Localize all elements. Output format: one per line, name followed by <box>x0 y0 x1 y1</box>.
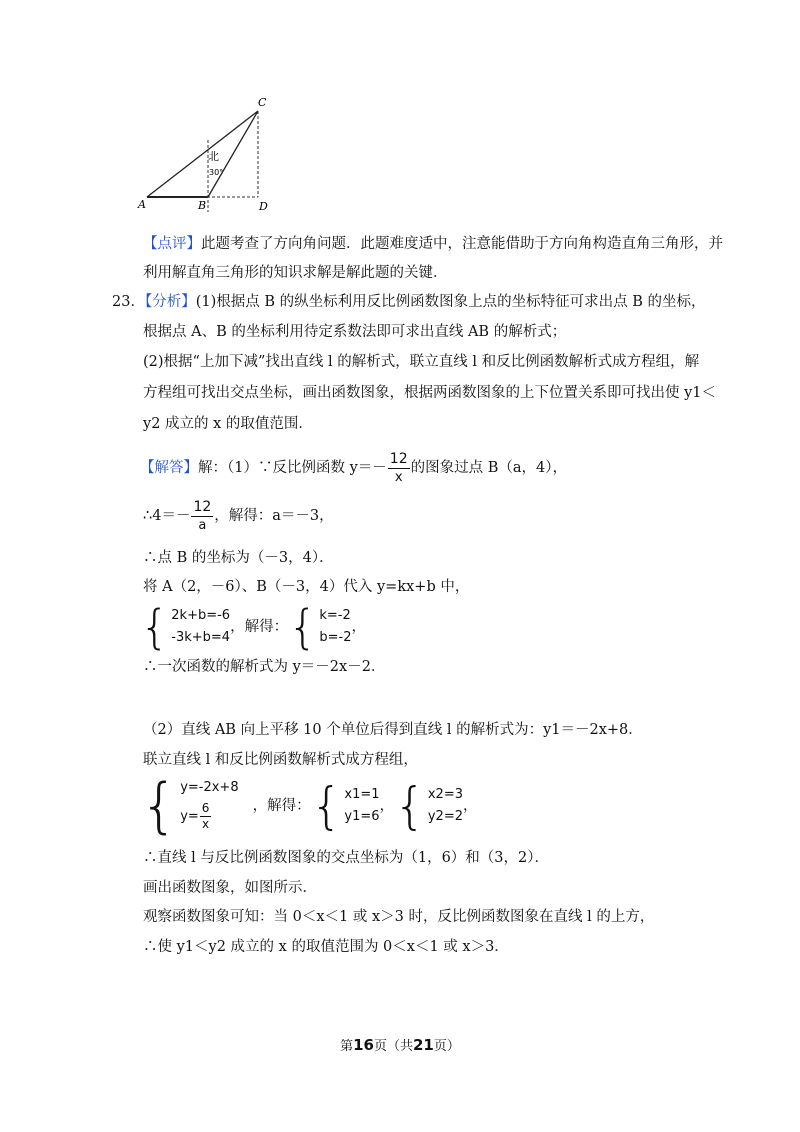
part2-line-5: 观察函数图象可知：当 0＜x＜1 或 x＞3 时，反比例函数图象在直线 l 的上方， <box>143 909 655 925</box>
label-B: B <box>198 199 207 212</box>
triangle-figure <box>130 90 290 220</box>
analysis-line-1: 23．【分析】(1)根据点 B 的纵坐标利用反比例函数图象上点的坐标特征可求出点 B 的坐标， <box>112 294 706 310</box>
left-brace-icon: { <box>288 600 318 654</box>
analysis-line-4: 方程组可找出交点坐标，画出函数图象，根据两函数图象的上下位置关系即可找出使 y1＜ <box>143 385 717 401</box>
question-number: 23． <box>112 294 145 310</box>
part2-line-2: 联立直线 l 和反比例函数解析式成方程组， <box>143 752 418 768</box>
left-brace-icon: { <box>140 771 179 841</box>
solution-line-1: 【解答】解：（1）∵反比例函数 y＝－ $\frac{12}{x}$ 的图象过点 B（a，4）， <box>140 450 567 485</box>
analysis-tag: 【分析】 <box>144 294 196 310</box>
part2-line-4: 画出函数图象，如图所示． <box>143 880 317 896</box>
comment-line-2: 利用解直角三角形的知识求解是解此题的关键． <box>143 265 448 281</box>
solution-line-2: ∴4＝－ $\frac{12}{a}$ ，解得：a＝－3， <box>143 498 334 533</box>
label-A: A <box>138 198 146 211</box>
label-C: C <box>258 96 267 109</box>
system-2-equations: { y=-2x+8 y= $\frac{6}{x}$ <box>140 771 239 841</box>
analysis-line-5: y2 成立的 x 的取值范围． <box>143 416 313 432</box>
page-total: 21 <box>413 1036 434 1054</box>
solution-line-4: 将 A（2，－6）、B（－3，4）代入 y=kx+b 中， <box>143 579 470 595</box>
part2-line-1: （2）直线 AB 向上平移 10 个单位后得到直线 l 的解析式为：y1＝－2x+8． <box>143 722 643 738</box>
solution-line-3: ∴点 B 的坐标为（－3，4）． <box>143 550 334 566</box>
page-number: 16 <box>353 1036 374 1054</box>
left-brace-icon: { <box>394 777 426 835</box>
comment-line-1: 【点评】此题考查了方向角问题．此题难度适中，注意能借助于方向角构造直角三角形，并 <box>143 236 723 252</box>
label-angle: 30° <box>209 168 224 177</box>
system-2-solution-b: { x2=3 y2=2 <box>394 777 463 835</box>
fraction-6-over-x: $\frac{6}{x}$ <box>201 801 210 831</box>
part2-line-6: ∴使 y1＜y2 成立的 x 的取值范围为 0＜x＜1 或 x＞3． <box>143 939 509 955</box>
part2-line-3: ∴直线 l 与反比例函数图象的交点坐标为（1，6）和（3，2）． <box>143 850 550 866</box>
page-footer: 第16页（共21页） <box>340 1036 460 1054</box>
analysis-line-3: (2)根据“上加下减”找出直线 l 的解析式，联立直线 l 和反比例函数解析式成方程组，解 <box>143 354 700 370</box>
system-2-solution-a: { x1=1 y1=6 <box>310 777 380 835</box>
fraction-12-over-x: $\frac{12}{x}$ <box>389 450 408 485</box>
left-brace-icon: { <box>310 777 343 835</box>
solution-line-5: ∴一次函数的解析式为 y＝－2x－2． <box>143 659 386 675</box>
left-brace-icon: { <box>140 600 170 654</box>
segment-AC <box>147 111 258 197</box>
equation-system-1: { 2k+b=-6 -3k+b=4 ，解得： { k=-2 b=-2 ， <box>140 600 366 654</box>
label-north: 北 <box>208 150 219 163</box>
fraction-12-over-a: $\frac{12}{a}$ <box>193 498 212 533</box>
answer-tag: 【解答】 <box>140 460 198 476</box>
system-1-equations: { 2k+b=-6 -3k+b=4 <box>140 600 231 654</box>
system-1-solution: { k=-2 b=-2 <box>288 600 352 654</box>
label-D: D <box>259 200 268 213</box>
equation-system-2: { y=-2x+8 y= $\frac{6}{x}$ ，解得： { x1=1 y1=6 ， { x2=3 y2=2 ， <box>140 771 478 841</box>
comment-tag: 【点评】 <box>143 236 201 252</box>
analysis-line-2: 根据点 A、B 的坐标利用待定系数法即可求出直线 AB 的解析式； <box>143 324 567 340</box>
